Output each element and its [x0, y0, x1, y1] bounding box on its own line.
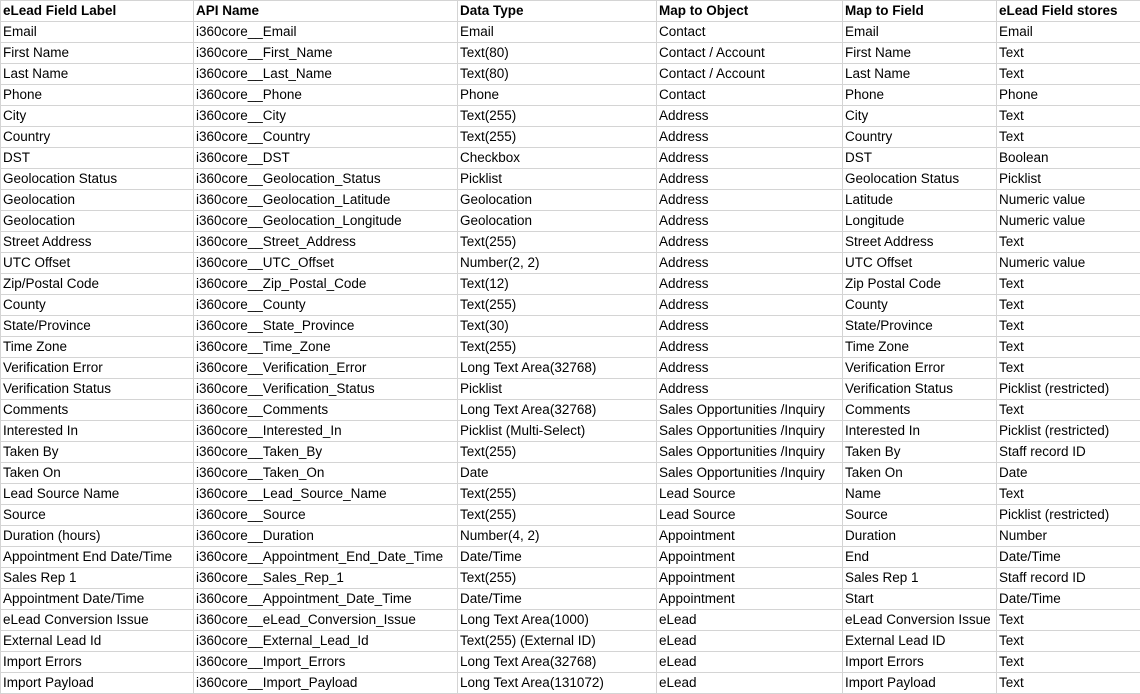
elead-field-label-cell[interactable]: Lead Source Name — [1, 484, 194, 505]
data-type-cell[interactable]: Number(4, 2) — [458, 526, 657, 547]
data-type-cell[interactable]: Long Text Area(1000) — [458, 610, 657, 631]
data-type-cell[interactable]: Picklist (Multi-Select) — [458, 421, 657, 442]
elead-field-stores-cell[interactable]: Text — [997, 127, 1140, 148]
elead-field-stores-cell[interactable]: Numeric value — [997, 190, 1140, 211]
data-type-cell[interactable]: Geolocation — [458, 211, 657, 232]
map-to-object-cell[interactable]: Sales Opportunities /Inquiry — [657, 421, 843, 442]
map-to-field-cell[interactable]: Zip Postal Code — [843, 274, 997, 295]
map-to-field-cell[interactable]: Last Name — [843, 64, 997, 85]
api-name-cell[interactable]: i360core__Time_Zone — [194, 337, 458, 358]
table-row — [1, 190, 1140, 211]
map-to-object-cell[interactable]: Contact — [657, 85, 843, 106]
map-to-object-cell[interactable]: Address — [657, 379, 843, 400]
elead-field-label-cell[interactable]: Street Address — [1, 232, 194, 253]
header-elead-field-label[interactable]: eLead Field Label — [1, 1, 194, 22]
elead-field-stores-cell[interactable]: Text — [997, 232, 1140, 253]
header-elead-field-stores[interactable]: eLead Field stores — [997, 1, 1140, 22]
elead-field-label-cell[interactable]: Zip/Postal Code — [1, 274, 194, 295]
map-to-object-cell[interactable]: Sales Opportunities /Inquiry — [657, 400, 843, 421]
map-to-field-cell[interactable]: Start — [843, 589, 997, 610]
elead-field-label-cell[interactable]: County — [1, 295, 194, 316]
elead-field-stores-cell[interactable]: Text — [997, 610, 1140, 631]
data-type-cell[interactable]: Text(255) — [458, 127, 657, 148]
table-row — [1, 148, 1140, 169]
data-type-cell[interactable]: Picklist — [458, 379, 657, 400]
table-row — [1, 379, 1140, 400]
map-to-object-cell[interactable]: Address — [657, 127, 843, 148]
map-to-field-cell[interactable]: External Lead ID — [843, 631, 997, 652]
elead-field-stores-cell[interactable]: Text — [997, 337, 1140, 358]
data-type-cell[interactable]: Text(255) — [458, 295, 657, 316]
data-type-cell[interactable]: Checkbox — [458, 148, 657, 169]
api-name-cell[interactable]: i360core__Phone — [194, 85, 458, 106]
map-to-field-cell[interactable]: Geolocation Status — [843, 169, 997, 190]
elead-field-stores-cell[interactable]: Text — [997, 400, 1140, 421]
elead-field-label-cell[interactable]: Appointment Date/Time — [1, 589, 194, 610]
api-name-cell[interactable]: i360core__Import_Payload — [194, 673, 458, 694]
elead-field-stores-cell[interactable]: Text — [997, 358, 1140, 379]
api-name-cell[interactable]: i360core__Verification_Error — [194, 358, 458, 379]
elead-field-label-cell[interactable]: Sales Rep 1 — [1, 568, 194, 589]
map-to-field-cell[interactable]: Taken On — [843, 463, 997, 484]
data-type-cell[interactable]: Text(80) — [458, 64, 657, 85]
map-to-object-cell[interactable]: Contact / Account — [657, 64, 843, 85]
api-name-cell[interactable]: i360core__UTC_Offset — [194, 253, 458, 274]
map-to-object-cell[interactable]: Address — [657, 316, 843, 337]
data-type-cell[interactable]: Date/Time — [458, 589, 657, 610]
api-name-cell[interactable]: i360core__Verification_Status — [194, 379, 458, 400]
api-name-cell[interactable]: i360core__Street_Address — [194, 232, 458, 253]
elead-field-stores-cell[interactable]: Text — [997, 631, 1140, 652]
map-to-field-cell[interactable]: Time Zone — [843, 337, 997, 358]
api-name-cell[interactable]: i360core__Duration — [194, 526, 458, 547]
api-name-cell[interactable]: i360core__City — [194, 106, 458, 127]
elead-field-label-cell[interactable]: Verification Status — [1, 379, 194, 400]
api-name-cell[interactable]: i360core__Last_Name — [194, 64, 458, 85]
elead-field-stores-cell[interactable]: Boolean — [997, 148, 1140, 169]
map-to-object-cell[interactable]: Address — [657, 190, 843, 211]
data-type-cell[interactable]: Text(255) — [458, 442, 657, 463]
map-to-object-cell[interactable]: Lead Source — [657, 505, 843, 526]
table-row — [1, 337, 1140, 358]
data-type-cell[interactable]: Text(80) — [458, 43, 657, 64]
map-to-object-cell[interactable]: eLead — [657, 610, 843, 631]
api-name-cell[interactable]: i360core__eLead_Conversion_Issue — [194, 610, 458, 631]
elead-field-stores-cell[interactable]: Text — [997, 274, 1140, 295]
table-row — [1, 274, 1140, 295]
elead-field-label-cell[interactable]: Taken On — [1, 463, 194, 484]
map-to-object-cell[interactable]: Address — [657, 295, 843, 316]
table-body — [1, 22, 1140, 694]
data-type-cell[interactable]: Long Text Area(32768) — [458, 652, 657, 673]
elead-field-label-cell[interactable]: Source — [1, 505, 194, 526]
elead-field-label-cell[interactable]: Email — [1, 22, 194, 43]
table-row — [1, 106, 1140, 127]
table-row — [1, 400, 1140, 421]
elead-field-stores-cell[interactable]: Date/Time — [997, 547, 1140, 568]
elead-field-label-cell[interactable]: Duration (hours) — [1, 526, 194, 547]
elead-field-stores-cell[interactable]: Staff record ID — [997, 442, 1140, 463]
map-to-object-cell[interactable]: Appointment — [657, 547, 843, 568]
data-type-cell[interactable]: Long Text Area(32768) — [458, 400, 657, 421]
map-to-field-cell[interactable]: Import Payload — [843, 673, 997, 694]
elead-field-label-cell[interactable]: Interested In — [1, 421, 194, 442]
api-name-cell[interactable]: i360core__Import_Errors — [194, 652, 458, 673]
map-to-field-cell[interactable]: Verification Error — [843, 358, 997, 379]
api-name-cell[interactable]: i360core__Sales_Rep_1 — [194, 568, 458, 589]
elead-field-label-cell[interactable]: Taken By — [1, 442, 194, 463]
table-row — [1, 505, 1140, 526]
elead-field-label-cell[interactable]: State/Province — [1, 316, 194, 337]
table-row — [1, 589, 1140, 610]
api-name-cell[interactable]: i360core__External_Lead_Id — [194, 631, 458, 652]
data-type-cell[interactable]: Text(255) — [458, 505, 657, 526]
map-to-object-cell[interactable]: Address — [657, 211, 843, 232]
table-row — [1, 316, 1140, 337]
elead-field-label-cell[interactable]: City — [1, 106, 194, 127]
api-name-cell[interactable]: i360core__Zip_Postal_Code — [194, 274, 458, 295]
table-row — [1, 568, 1140, 589]
data-type-cell[interactable]: Number(2, 2) — [458, 253, 657, 274]
map-to-field-cell[interactable]: City — [843, 106, 997, 127]
elead-field-label-cell[interactable]: Import Payload — [1, 673, 194, 694]
data-type-cell[interactable]: Text(255) — [458, 232, 657, 253]
api-name-cell[interactable]: i360core__Geolocation_Status — [194, 169, 458, 190]
elead-field-label-cell[interactable]: Appointment End Date/Time — [1, 547, 194, 568]
header-map-to-object[interactable]: Map to Object — [657, 1, 843, 22]
api-name-cell[interactable]: i360core__Country — [194, 127, 458, 148]
map-to-field-cell[interactable]: eLead Conversion Issue — [843, 610, 997, 631]
data-type-cell[interactable]: Email — [458, 22, 657, 43]
elead-field-stores-cell[interactable]: Numeric value — [997, 211, 1140, 232]
map-to-field-cell[interactable]: Source — [843, 505, 997, 526]
map-to-field-cell[interactable]: Import Errors — [843, 652, 997, 673]
elead-field-label-cell[interactable]: Last Name — [1, 64, 194, 85]
elead-field-stores-cell[interactable]: Number — [997, 526, 1140, 547]
map-to-object-cell[interactable]: Contact / Account — [657, 43, 843, 64]
table-row — [1, 253, 1140, 274]
data-type-cell[interactable]: Text(255) — [458, 568, 657, 589]
map-to-object-cell[interactable]: Appointment — [657, 526, 843, 547]
map-to-field-cell[interactable]: Sales Rep 1 — [843, 568, 997, 589]
header-map-to-field[interactable]: Map to Field — [843, 1, 997, 22]
api-name-cell[interactable]: i360core__Geolocation_Latitude — [194, 190, 458, 211]
elead-field-stores-cell[interactable]: Text — [997, 43, 1140, 64]
data-type-cell[interactable]: Phone — [458, 85, 657, 106]
table-row — [1, 85, 1140, 106]
elead-field-stores-cell[interactable]: Text — [997, 64, 1140, 85]
api-name-cell[interactable]: i360core__DST — [194, 148, 458, 169]
table-row — [1, 232, 1140, 253]
data-type-cell[interactable]: Text(255) — [458, 337, 657, 358]
elead-field-stores-cell[interactable]: Picklist (restricted) — [997, 421, 1140, 442]
data-type-cell[interactable]: Text(255) (External ID) — [458, 631, 657, 652]
map-to-field-cell[interactable]: Name — [843, 484, 997, 505]
table-row — [1, 547, 1140, 568]
data-type-cell[interactable]: Text(255) — [458, 106, 657, 127]
map-to-field-cell[interactable]: Verification Status — [843, 379, 997, 400]
header-api-name[interactable]: API Name — [194, 1, 458, 22]
map-to-field-cell[interactable]: Street Address — [843, 232, 997, 253]
table-row — [1, 169, 1140, 190]
map-to-field-cell[interactable]: Taken By — [843, 442, 997, 463]
elead-field-stores-cell[interactable]: Picklist — [997, 169, 1140, 190]
data-type-cell[interactable]: Long Text Area(32768) — [458, 358, 657, 379]
table-row — [1, 673, 1140, 694]
map-to-field-cell[interactable]: Country — [843, 127, 997, 148]
api-name-cell[interactable]: i360core__Appointment_End_Date_Time — [194, 547, 458, 568]
api-name-cell[interactable]: i360core__Email — [194, 22, 458, 43]
elead-field-label-cell[interactable]: First Name — [1, 43, 194, 64]
map-to-field-cell[interactable]: Email — [843, 22, 997, 43]
elead-field-stores-cell[interactable]: Email — [997, 22, 1140, 43]
map-to-object-cell[interactable]: Address — [657, 358, 843, 379]
table-row — [1, 358, 1140, 379]
map-to-object-cell[interactable]: Address — [657, 232, 843, 253]
data-type-cell[interactable]: Long Text Area(131072) — [458, 673, 657, 694]
map-to-object-cell[interactable]: eLead — [657, 652, 843, 673]
api-name-cell[interactable]: i360core__Lead_Source_Name — [194, 484, 458, 505]
map-to-field-cell[interactable]: Comments — [843, 400, 997, 421]
elead-field-stores-cell[interactable]: Picklist (restricted) — [997, 505, 1140, 526]
elead-field-label-cell[interactable]: Geolocation — [1, 190, 194, 211]
header-row — [1, 1, 1140, 22]
elead-field-label-cell[interactable]: External Lead Id — [1, 631, 194, 652]
elead-field-label-cell[interactable]: UTC Offset — [1, 253, 194, 274]
map-to-object-cell[interactable]: Appointment — [657, 568, 843, 589]
table-row — [1, 631, 1140, 652]
elead-field-label-cell[interactable]: Import Errors — [1, 652, 194, 673]
elead-field-label-cell[interactable]: Verification Error — [1, 358, 194, 379]
elead-field-stores-cell[interactable]: Staff record ID — [997, 568, 1140, 589]
map-to-object-cell[interactable]: Address — [657, 274, 843, 295]
map-to-object-cell[interactable]: Address — [657, 253, 843, 274]
table-row — [1, 652, 1140, 673]
data-type-cell[interactable]: Text(30) — [458, 316, 657, 337]
map-to-field-cell[interactable]: Latitude — [843, 190, 997, 211]
elead-field-stores-cell[interactable]: Date/Time — [997, 589, 1140, 610]
elead-field-stores-cell[interactable]: Text — [997, 106, 1140, 127]
table-row — [1, 526, 1140, 547]
api-name-cell[interactable]: i360core__State_Province — [194, 316, 458, 337]
elead-field-label-cell[interactable]: eLead Conversion Issue — [1, 610, 194, 631]
elead-field-label-cell[interactable]: Country — [1, 127, 194, 148]
data-type-cell[interactable]: Text(12) — [458, 274, 657, 295]
api-name-cell[interactable]: i360core__Interested_In — [194, 421, 458, 442]
elead-field-label-cell[interactable]: DST — [1, 148, 194, 169]
table-row — [1, 64, 1140, 85]
map-to-object-cell[interactable]: eLead — [657, 631, 843, 652]
api-name-cell[interactable]: i360core__County — [194, 295, 458, 316]
map-to-field-cell[interactable]: DST — [843, 148, 997, 169]
map-to-field-cell[interactable]: End — [843, 547, 997, 568]
elead-field-stores-cell[interactable]: Text — [997, 484, 1140, 505]
map-to-object-cell[interactable]: Address — [657, 337, 843, 358]
table-row — [1, 610, 1140, 631]
table-row — [1, 127, 1140, 148]
map-to-object-cell[interactable]: Address — [657, 169, 843, 190]
api-name-cell[interactable]: i360core__Taken_On — [194, 463, 458, 484]
api-name-cell[interactable]: i360core__First_Name — [194, 43, 458, 64]
elead-field-stores-cell[interactable]: Text — [997, 316, 1140, 337]
map-to-field-cell[interactable]: First Name — [843, 43, 997, 64]
map-to-object-cell[interactable]: Contact — [657, 22, 843, 43]
data-type-cell[interactable]: Picklist — [458, 169, 657, 190]
api-name-cell[interactable]: i360core__Comments — [194, 400, 458, 421]
map-to-field-cell[interactable]: Interested In — [843, 421, 997, 442]
table-row — [1, 211, 1140, 232]
elead-field-stores-cell[interactable]: Text — [997, 295, 1140, 316]
data-type-cell[interactable]: Geolocation — [458, 190, 657, 211]
table-row — [1, 43, 1140, 64]
elead-field-label-cell[interactable]: Comments — [1, 400, 194, 421]
data-type-cell[interactable]: Text(255) — [458, 484, 657, 505]
map-to-field-cell[interactable]: UTC Offset — [843, 253, 997, 274]
table-row — [1, 463, 1140, 484]
table-row — [1, 295, 1140, 316]
elead-field-stores-cell[interactable]: Numeric value — [997, 253, 1140, 274]
map-to-field-cell[interactable]: State/Province — [843, 316, 997, 337]
api-name-cell[interactable]: i360core__Geolocation_Longitude — [194, 211, 458, 232]
elead-field-stores-cell[interactable]: Text — [997, 673, 1140, 694]
api-name-cell[interactable]: i360core__Taken_By — [194, 442, 458, 463]
elead-field-label-cell[interactable]: Time Zone — [1, 337, 194, 358]
table-row — [1, 421, 1140, 442]
map-to-object-cell[interactable]: Sales Opportunities /Inquiry — [657, 463, 843, 484]
api-name-cell[interactable]: i360core__Source — [194, 505, 458, 526]
elead-field-stores-cell[interactable]: Picklist (restricted) — [997, 379, 1140, 400]
header-data-type[interactable]: Data Type — [458, 1, 657, 22]
map-to-object-cell[interactable]: Address — [657, 106, 843, 127]
table-row — [1, 22, 1140, 43]
elead-field-stores-cell[interactable]: Phone — [997, 85, 1140, 106]
map-to-object-cell[interactable]: Lead Source — [657, 484, 843, 505]
map-to-object-cell[interactable]: Appointment — [657, 589, 843, 610]
map-to-field-cell[interactable]: Longitude — [843, 211, 997, 232]
map-to-field-cell[interactable]: Phone — [843, 85, 997, 106]
elead-field-label-cell[interactable]: Geolocation — [1, 211, 194, 232]
elead-field-label-cell[interactable]: Geolocation Status — [1, 169, 194, 190]
map-to-object-cell[interactable]: Address — [657, 148, 843, 169]
map-to-object-cell[interactable]: eLead — [657, 673, 843, 694]
elead-field-label-cell[interactable]: Phone — [1, 85, 194, 106]
elead-field-stores-cell[interactable]: Date — [997, 463, 1140, 484]
data-type-cell[interactable]: Date — [458, 463, 657, 484]
map-to-object-cell[interactable]: Sales Opportunities /Inquiry — [657, 442, 843, 463]
table-row — [1, 484, 1140, 505]
elead-field-stores-cell[interactable]: Text — [997, 652, 1140, 673]
table-row — [1, 442, 1140, 463]
map-to-field-cell[interactable]: County — [843, 295, 997, 316]
map-to-field-cell[interactable]: Duration — [843, 526, 997, 547]
api-name-cell[interactable]: i360core__Appointment_Date_Time — [194, 589, 458, 610]
data-type-cell[interactable]: Date/Time — [458, 547, 657, 568]
